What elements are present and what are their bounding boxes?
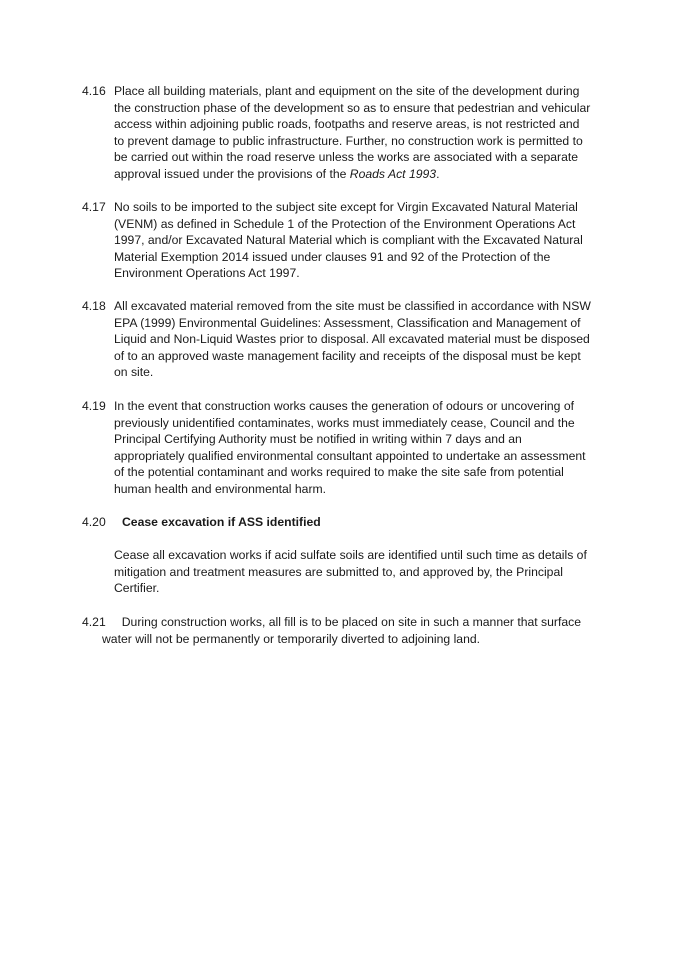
- clause-4-20-heading-row: [82, 514, 592, 531]
- clause-number: 4.16: [82, 84, 106, 98]
- clause-4-16: [82, 83, 592, 183]
- clause-4-19: [82, 398, 592, 498]
- clause-text: All excavated material removed from the site must be classified in accordance with NSW EPA (1999) Environmental Guidelines: Assessment, Classification and Management of Liquid and Non-Liquid Wastes prior to disposal. All excavated material must be disposed of to an approved waste management facility and receipts of the disposal must be kept on site.: [114, 299, 591, 380]
- act-name: Roads Act 1993: [349, 166, 437, 181]
- clause-4-18: [82, 298, 592, 381]
- clause-number: 4.19: [82, 399, 106, 413]
- clause-text-continuation: water will not be permanently or temporarily diverted to adjoining land.: [102, 631, 481, 646]
- clause-text: Place all building materials, plant and equipment on the site of the development during the construction phase of the development so as to ensure that pedestrian and vehicular access within adjoining public roads, footpaths and reserve areas, is not restricted and to prevent damage to public infrastructure. Further, no construction work is permitted to be carried out within the road reserve unless the works are associated with a separate approval issued under the provisions of the Roads Act 1993.: [114, 84, 591, 181]
- clause-text: No soils to be imported to the subject site except for Virgin Excavated Natural Material (VENM) as defined in Schedule 1 of the Protection of the Environment Operations Act 1997, and/or Excavated Natural Material which is compliant with the Excavated Natural Material Exemption 2014 issued under clauses 91 and 92 of the Protection of the Environment Operations Act 1997.: [114, 200, 583, 281]
- clause-4-21: [82, 614, 594, 647]
- clause-text-first-line: During construction works, all fill is to be placed on site in such a manner that surface: [121, 615, 582, 629]
- clause-4-20-text: Cease all excavation works if acid sulfate soils are identified until such time as details of mitigation and treatment measures are submitted to, and approved by, the Principal Certifier.: [114, 548, 587, 596]
- clause-4-17: [82, 199, 592, 282]
- clause-number: 4.18: [82, 299, 106, 313]
- clause-text: In the event that construction works causes the generation of odours or uncovering of previously unidentified contaminates, works must immediately cease, Council and the Principal Certifying Authority must be notified in writing within 7 days and an appropriately qualified environmental consultant appointed to undertake an assessment of the potential contaminant and works required to make the site safe from potential human health and environmental harm.: [114, 399, 586, 496]
- clause-heading: Cease excavation if ASS identified: [122, 515, 321, 529]
- clause-number: 4.20: [82, 515, 106, 529]
- clause-number: 4.21: [82, 615, 106, 629]
- clause-number: 4.17: [82, 200, 106, 214]
